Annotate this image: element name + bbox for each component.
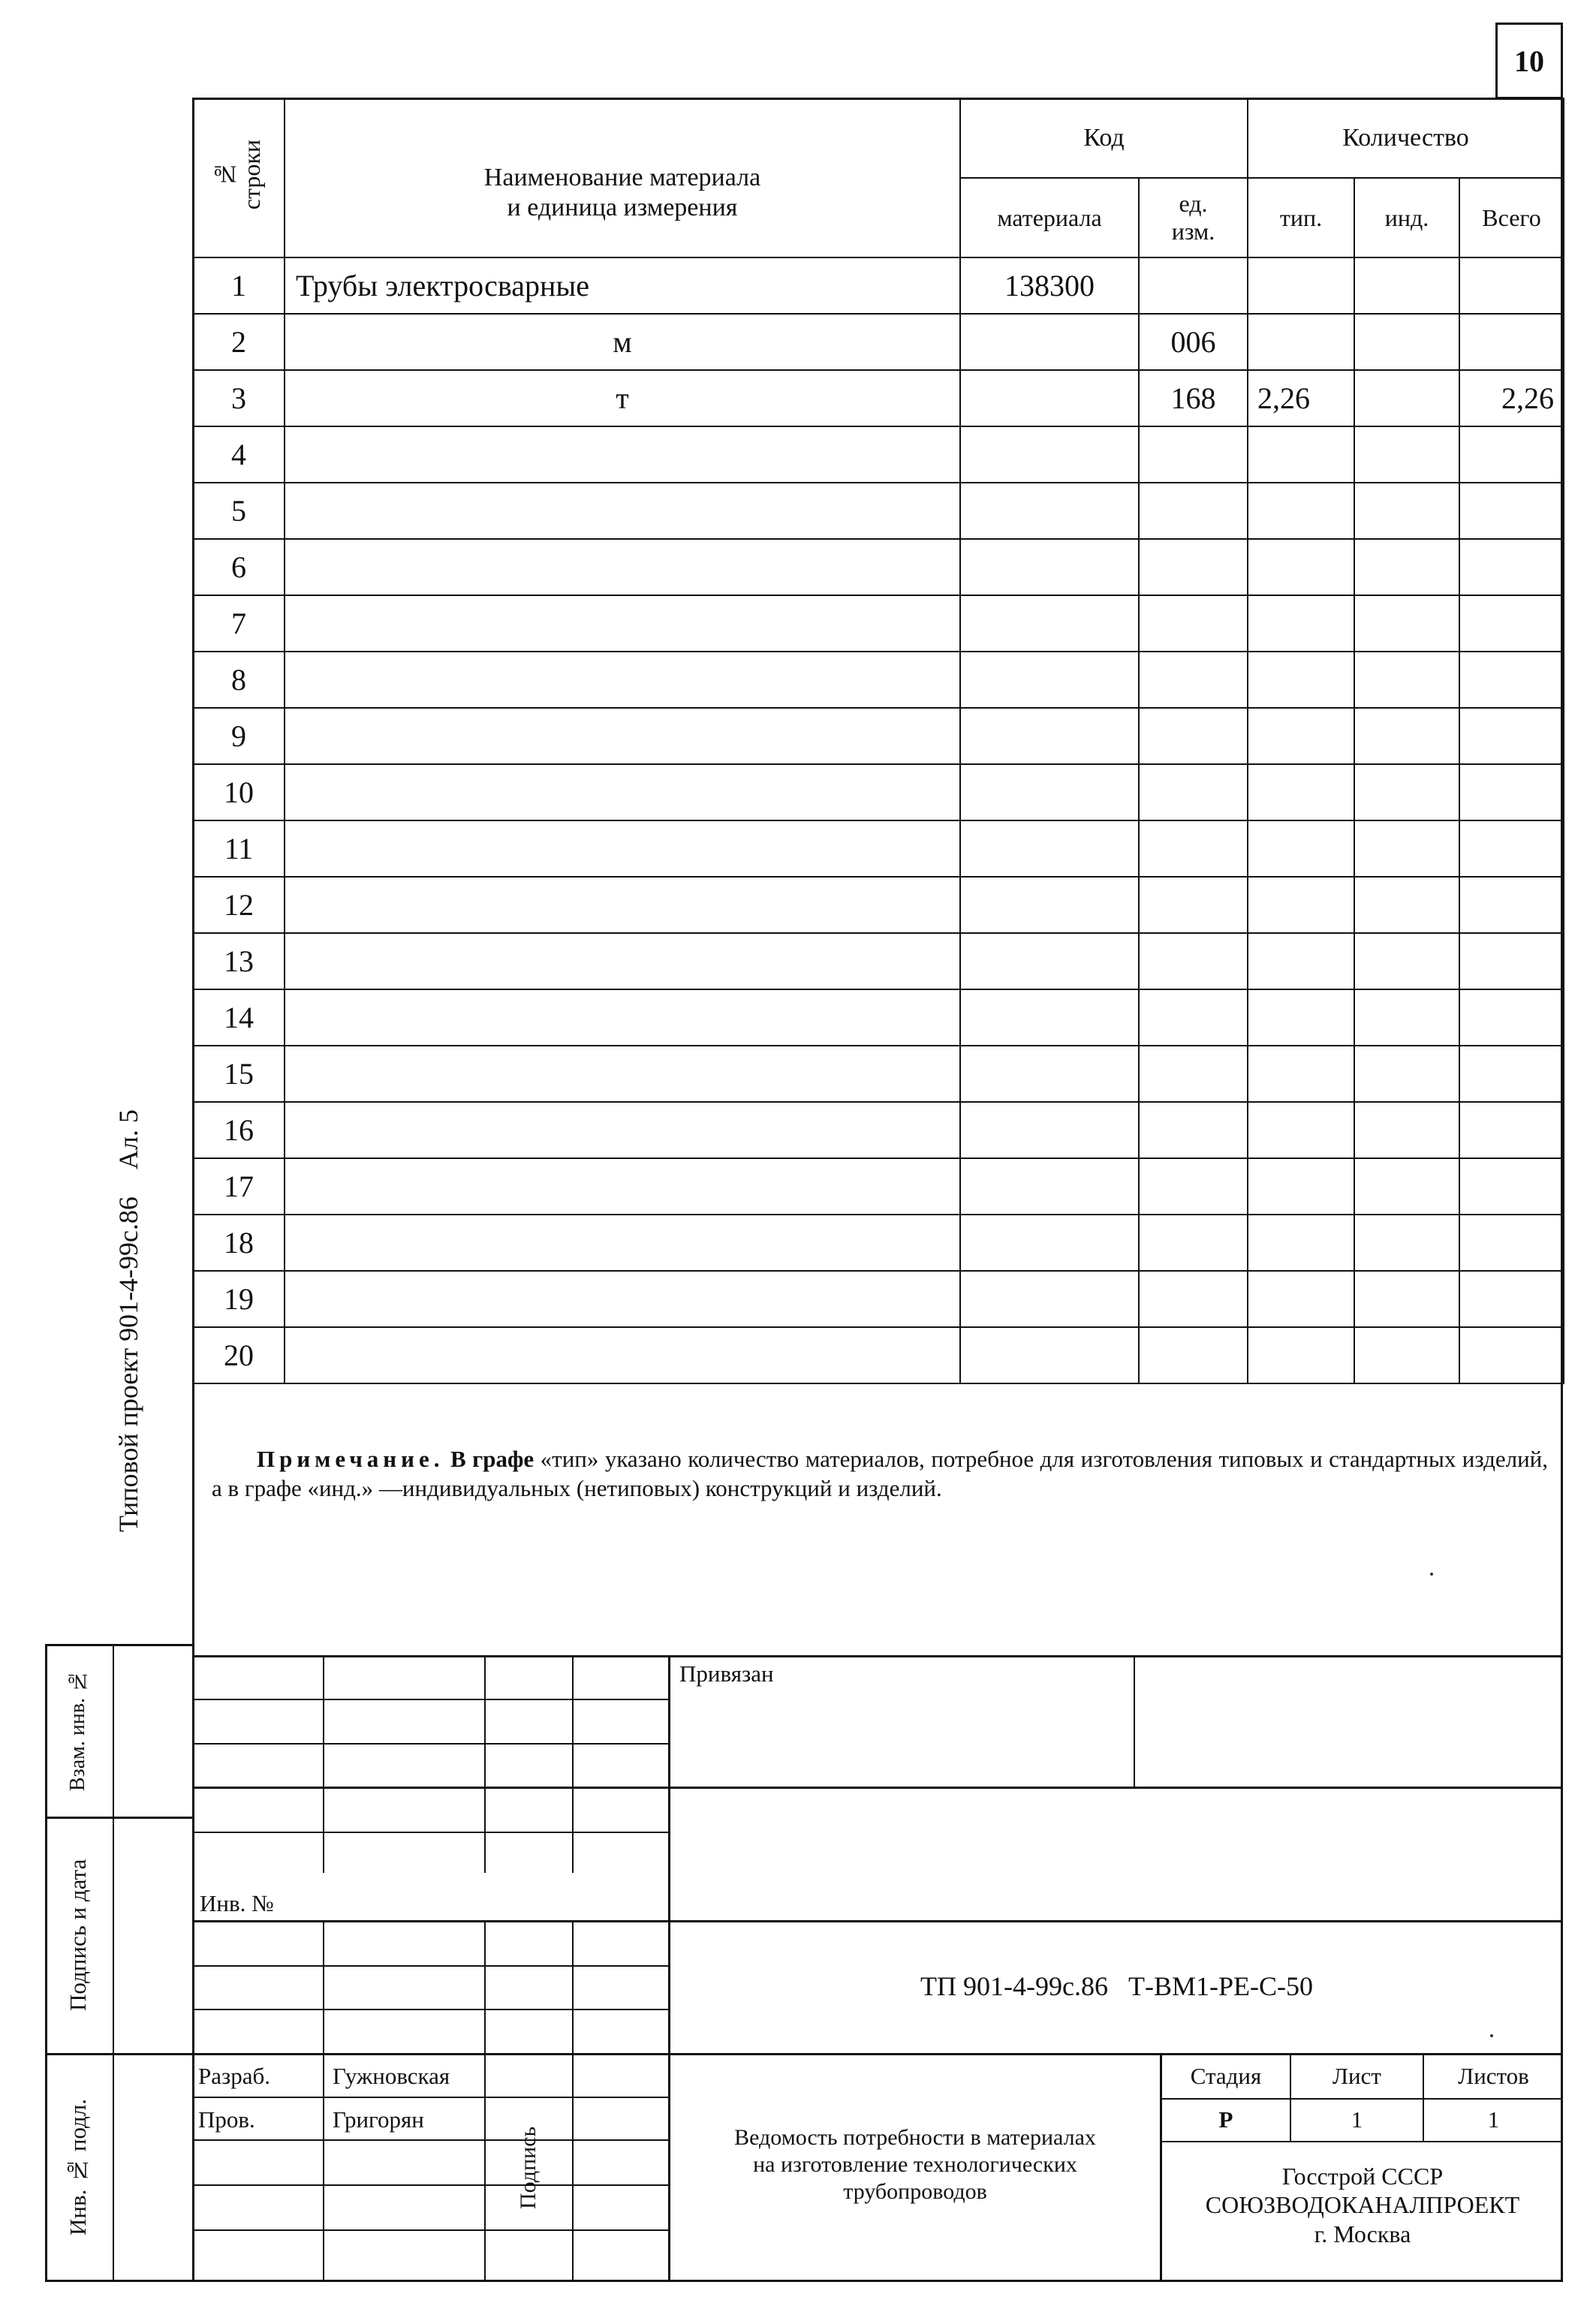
- row-number-cell: 13: [193, 933, 285, 989]
- material-code-cell: [960, 652, 1139, 708]
- material-name-cell: [285, 1327, 960, 1383]
- qty-total-cell: [1459, 652, 1564, 708]
- qty-type-cell: [1248, 595, 1354, 652]
- qty-ind-cell: [1354, 764, 1459, 820]
- qty-type-cell: [1248, 1327, 1354, 1383]
- header-name: [285, 98, 960, 257]
- qty-ind-cell: [1354, 1102, 1459, 1158]
- role-developer: Разраб.: [198, 2063, 271, 2089]
- header-quantity-group: Количество: [1248, 98, 1564, 178]
- header-qty-ind: инд.: [1354, 178, 1459, 257]
- table-row: [193, 989, 1564, 1046]
- signature-label: Подпись: [516, 2126, 541, 2210]
- header-qty-total: Всего: [1459, 178, 1564, 257]
- unit-code-cell: [1139, 1158, 1248, 1215]
- qty-type-cell: [1248, 1215, 1354, 1271]
- material-code-cell: [960, 933, 1139, 989]
- qty-type-cell: [1248, 1271, 1354, 1327]
- page-number: 10: [1495, 23, 1563, 99]
- qty-total-cell: [1459, 539, 1564, 595]
- note-lead: В графе: [450, 1446, 535, 1472]
- material-code-cell: [960, 483, 1139, 539]
- row-number-cell: 20: [193, 1327, 285, 1383]
- unit-code-cell: [1139, 933, 1248, 989]
- unit-code-cell: [1139, 1102, 1248, 1158]
- qty-total-cell: [1459, 1046, 1564, 1102]
- name-developer: Гужновская: [333, 2063, 450, 2089]
- material-name-cell: [285, 764, 960, 820]
- row-number-cell: 12: [193, 877, 285, 933]
- header-row-no-text: № строки: [211, 140, 265, 210]
- qty-total-cell: [1459, 426, 1564, 483]
- table-row: [193, 1327, 1564, 1383]
- table-row: [193, 257, 1564, 314]
- label-signature-date: Подпись и дата: [65, 1859, 91, 2012]
- unit-code-cell: [1139, 652, 1248, 708]
- table-row: [193, 314, 1564, 370]
- material-name-cell: Трубы электросварные: [285, 257, 960, 314]
- material-name-cell: [285, 595, 960, 652]
- role-checker: Пров.: [198, 2106, 255, 2133]
- material-name-cell: [285, 1158, 960, 1215]
- qty-total-cell: [1459, 1215, 1564, 1271]
- row-number-cell: 7: [193, 595, 285, 652]
- qty-type-cell: [1248, 877, 1354, 933]
- qty-total-cell: [1459, 708, 1564, 764]
- qty-total-cell: [1459, 257, 1564, 314]
- qty-type-cell: [1248, 483, 1354, 539]
- qty-type-cell: [1248, 708, 1354, 764]
- table-row: [193, 764, 1564, 820]
- qty-type-cell: [1248, 539, 1354, 595]
- qty-ind-cell: [1354, 1046, 1459, 1102]
- material-code-cell: [960, 1327, 1139, 1383]
- material-code-cell: [960, 764, 1139, 820]
- unit-code-cell: [1139, 708, 1248, 764]
- name-checker: Григорян: [333, 2106, 424, 2133]
- qty-total-cell: [1459, 483, 1564, 539]
- qty-total-cell: [1459, 989, 1564, 1046]
- label-original-inv: Инв. № подл.: [65, 2098, 91, 2236]
- row-number-cell: 3: [193, 370, 285, 426]
- row-number-cell: 11: [193, 820, 285, 877]
- qty-total-cell: [1459, 1271, 1564, 1327]
- material-name-cell: [285, 652, 960, 708]
- unit-code-cell: [1139, 257, 1248, 314]
- material-name-cell: [285, 426, 960, 483]
- qty-ind-cell: [1354, 539, 1459, 595]
- unit-code-cell: [1139, 989, 1248, 1046]
- table-row: [193, 877, 1564, 933]
- material-code-cell: [960, 989, 1139, 1046]
- material-code-cell: [960, 314, 1139, 370]
- row-number-cell: 10: [193, 764, 285, 820]
- row-number-cell: 17: [193, 1158, 285, 1215]
- qty-total-cell: [1459, 1327, 1564, 1383]
- label-replaced-inv: Взам. инв. №: [66, 1669, 89, 1792]
- unit-code-cell: [1139, 595, 1248, 652]
- row-number-cell: 9: [193, 708, 285, 764]
- header-code-unit: ед. изм.: [1139, 178, 1248, 257]
- table-row: [193, 1046, 1564, 1102]
- material-name-cell: [285, 483, 960, 539]
- qty-ind-cell: [1354, 1271, 1459, 1327]
- table-row: [193, 1102, 1564, 1158]
- table-row: [193, 1158, 1564, 1215]
- qty-ind-cell: [1354, 877, 1459, 933]
- table-row: [193, 1215, 1564, 1271]
- material-code-cell: [960, 1215, 1139, 1271]
- qty-ind-cell: [1354, 820, 1459, 877]
- header-row-no: [193, 98, 285, 257]
- qty-ind-cell: [1354, 483, 1459, 539]
- qty-ind-cell: [1354, 933, 1459, 989]
- qty-ind-cell: [1354, 595, 1459, 652]
- qty-total-cell: [1459, 595, 1564, 652]
- material-name-cell: [285, 877, 960, 933]
- qty-ind-cell: [1354, 257, 1459, 314]
- qty-total-cell: [1459, 933, 1564, 989]
- note-text: «тип» указано количество материалов, потребное для изготовления типовых и стандартных изделий, а в графе «инд.» —индивидуальных (нетиповых) конструкций и изделий.: [212, 1446, 1548, 1501]
- qty-total-cell: [1459, 314, 1564, 370]
- note-label: Примечание.: [257, 1446, 444, 1472]
- stage-label: Стадия: [1190, 2063, 1262, 2089]
- qty-type-cell: [1248, 933, 1354, 989]
- material-name-cell: [285, 708, 960, 764]
- material-name-cell: [285, 1271, 960, 1327]
- unit-code-cell: [1139, 1271, 1248, 1327]
- qty-total-cell: [1459, 877, 1564, 933]
- table-row: [193, 652, 1564, 708]
- material-code-cell: [960, 370, 1139, 426]
- row-number-cell: 5: [193, 483, 285, 539]
- table-row: [193, 539, 1564, 595]
- unit-code-cell: [1139, 1215, 1248, 1271]
- material-name-cell: т: [285, 370, 960, 426]
- header-name-text: Наименование материала и единица измерения: [483, 164, 761, 221]
- material-code-cell: [960, 426, 1139, 483]
- inv-no-label: Инв. №: [200, 1890, 274, 1916]
- qty-type-cell: [1248, 764, 1354, 820]
- unit-code-cell: 006: [1139, 314, 1248, 370]
- bound-to-label: Привязан: [679, 1660, 774, 1687]
- row-number-cell: 15: [193, 1046, 285, 1102]
- row-number-cell: 19: [193, 1271, 285, 1327]
- material-code-cell: 138300: [960, 257, 1139, 314]
- qty-total-cell: [1459, 1102, 1564, 1158]
- row-number-cell: 1: [193, 257, 285, 314]
- row-number-cell: 6: [193, 539, 285, 595]
- qty-type-cell: 2,26: [1248, 370, 1354, 426]
- side-project-title: Типовой проект 901-4-99с.86 Ал. 5: [113, 1109, 143, 1533]
- header-code-group: Код: [960, 98, 1248, 178]
- material-code-cell: [960, 820, 1139, 877]
- sheets-value: 1: [1487, 2106, 1500, 2133]
- qty-ind-cell: [1354, 1158, 1459, 1215]
- header-qty-type: тип.: [1248, 178, 1354, 257]
- sheet-value: 1: [1351, 2106, 1363, 2133]
- row-number-cell: 8: [193, 652, 285, 708]
- qty-total-cell: [1459, 820, 1564, 877]
- qty-type-cell: [1248, 1046, 1354, 1102]
- unit-code-cell: [1139, 764, 1248, 820]
- material-name-cell: [285, 1102, 960, 1158]
- material-name-cell: [285, 933, 960, 989]
- sheet-label: Лист: [1333, 2063, 1381, 2089]
- qty-type-cell: [1248, 314, 1354, 370]
- table-row: [193, 820, 1564, 877]
- unit-code-cell: [1139, 483, 1248, 539]
- material-name-cell: [285, 539, 960, 595]
- qty-ind-cell: [1354, 426, 1459, 483]
- document-code: ТП 901-4-99с.86 Т-ВМ1-РЕ-С-50: [920, 1971, 1313, 2001]
- qty-type-cell: [1248, 426, 1354, 483]
- material-code-cell: [960, 708, 1139, 764]
- document-title: Ведомость потребности в материалах на изготовление технологических трубопроводов: [734, 2125, 1096, 2204]
- row-number-cell: 18: [193, 1215, 285, 1271]
- qty-ind-cell: [1354, 314, 1459, 370]
- qty-ind-cell: [1354, 708, 1459, 764]
- stage-value: Р: [1218, 2106, 1233, 2133]
- sheets-label: Листов: [1458, 2063, 1529, 2089]
- unit-code-cell: [1139, 426, 1248, 483]
- material-code-cell: [960, 539, 1139, 595]
- header-code-material: материала: [960, 178, 1139, 257]
- unit-code-cell: [1139, 1327, 1248, 1383]
- qty-ind-cell: [1354, 989, 1459, 1046]
- unit-code-cell: [1139, 1046, 1248, 1102]
- qty-type-cell: [1248, 652, 1354, 708]
- qty-type-cell: [1248, 257, 1354, 314]
- qty-ind-cell: [1354, 1327, 1459, 1383]
- material-code-cell: [960, 877, 1139, 933]
- materials-table: [192, 98, 1564, 1384]
- note: [212, 1445, 1548, 1504]
- material-code-cell: [960, 1158, 1139, 1215]
- qty-type-cell: [1248, 1102, 1354, 1158]
- material-code-cell: [960, 1271, 1139, 1327]
- row-number-cell: 14: [193, 989, 285, 1046]
- qty-type-cell: [1248, 1158, 1354, 1215]
- material-name-cell: [285, 1215, 960, 1271]
- row-number-cell: 4: [193, 426, 285, 483]
- row-number-cell: 2: [193, 314, 285, 370]
- qty-type-cell: [1248, 989, 1354, 1046]
- table-row: [193, 708, 1564, 764]
- material-name-cell: [285, 820, 960, 877]
- table-row: [193, 483, 1564, 539]
- qty-ind-cell: [1354, 370, 1459, 426]
- unit-code-cell: [1139, 877, 1248, 933]
- table-row: [193, 595, 1564, 652]
- organization: Госстрой СССР СОЮЗВОДОКАНАЛПРОЕКТ г. Москва: [1205, 2163, 1520, 2247]
- qty-ind-cell: [1354, 652, 1459, 708]
- speck: [1430, 1573, 1433, 1576]
- table-row: [193, 933, 1564, 989]
- qty-ind-cell: [1354, 1215, 1459, 1271]
- table-row: [193, 370, 1564, 426]
- qty-type-cell: [1248, 820, 1354, 877]
- qty-total-cell: [1459, 764, 1564, 820]
- qty-total-cell: [1459, 1158, 1564, 1215]
- material-code-cell: [960, 1046, 1139, 1102]
- material-name-cell: м: [285, 314, 960, 370]
- table-row: [193, 1271, 1564, 1327]
- material-code-cell: [960, 1102, 1139, 1158]
- speck: [1490, 2034, 1493, 2037]
- table-row: [193, 426, 1564, 483]
- material-code-cell: [960, 595, 1139, 652]
- qty-total-cell: 2,26: [1459, 370, 1564, 426]
- unit-code-cell: [1139, 820, 1248, 877]
- material-name-cell: [285, 1046, 960, 1102]
- row-number-cell: 16: [193, 1102, 285, 1158]
- unit-code-cell: 168: [1139, 370, 1248, 426]
- unit-code-cell: [1139, 539, 1248, 595]
- material-name-cell: [285, 989, 960, 1046]
